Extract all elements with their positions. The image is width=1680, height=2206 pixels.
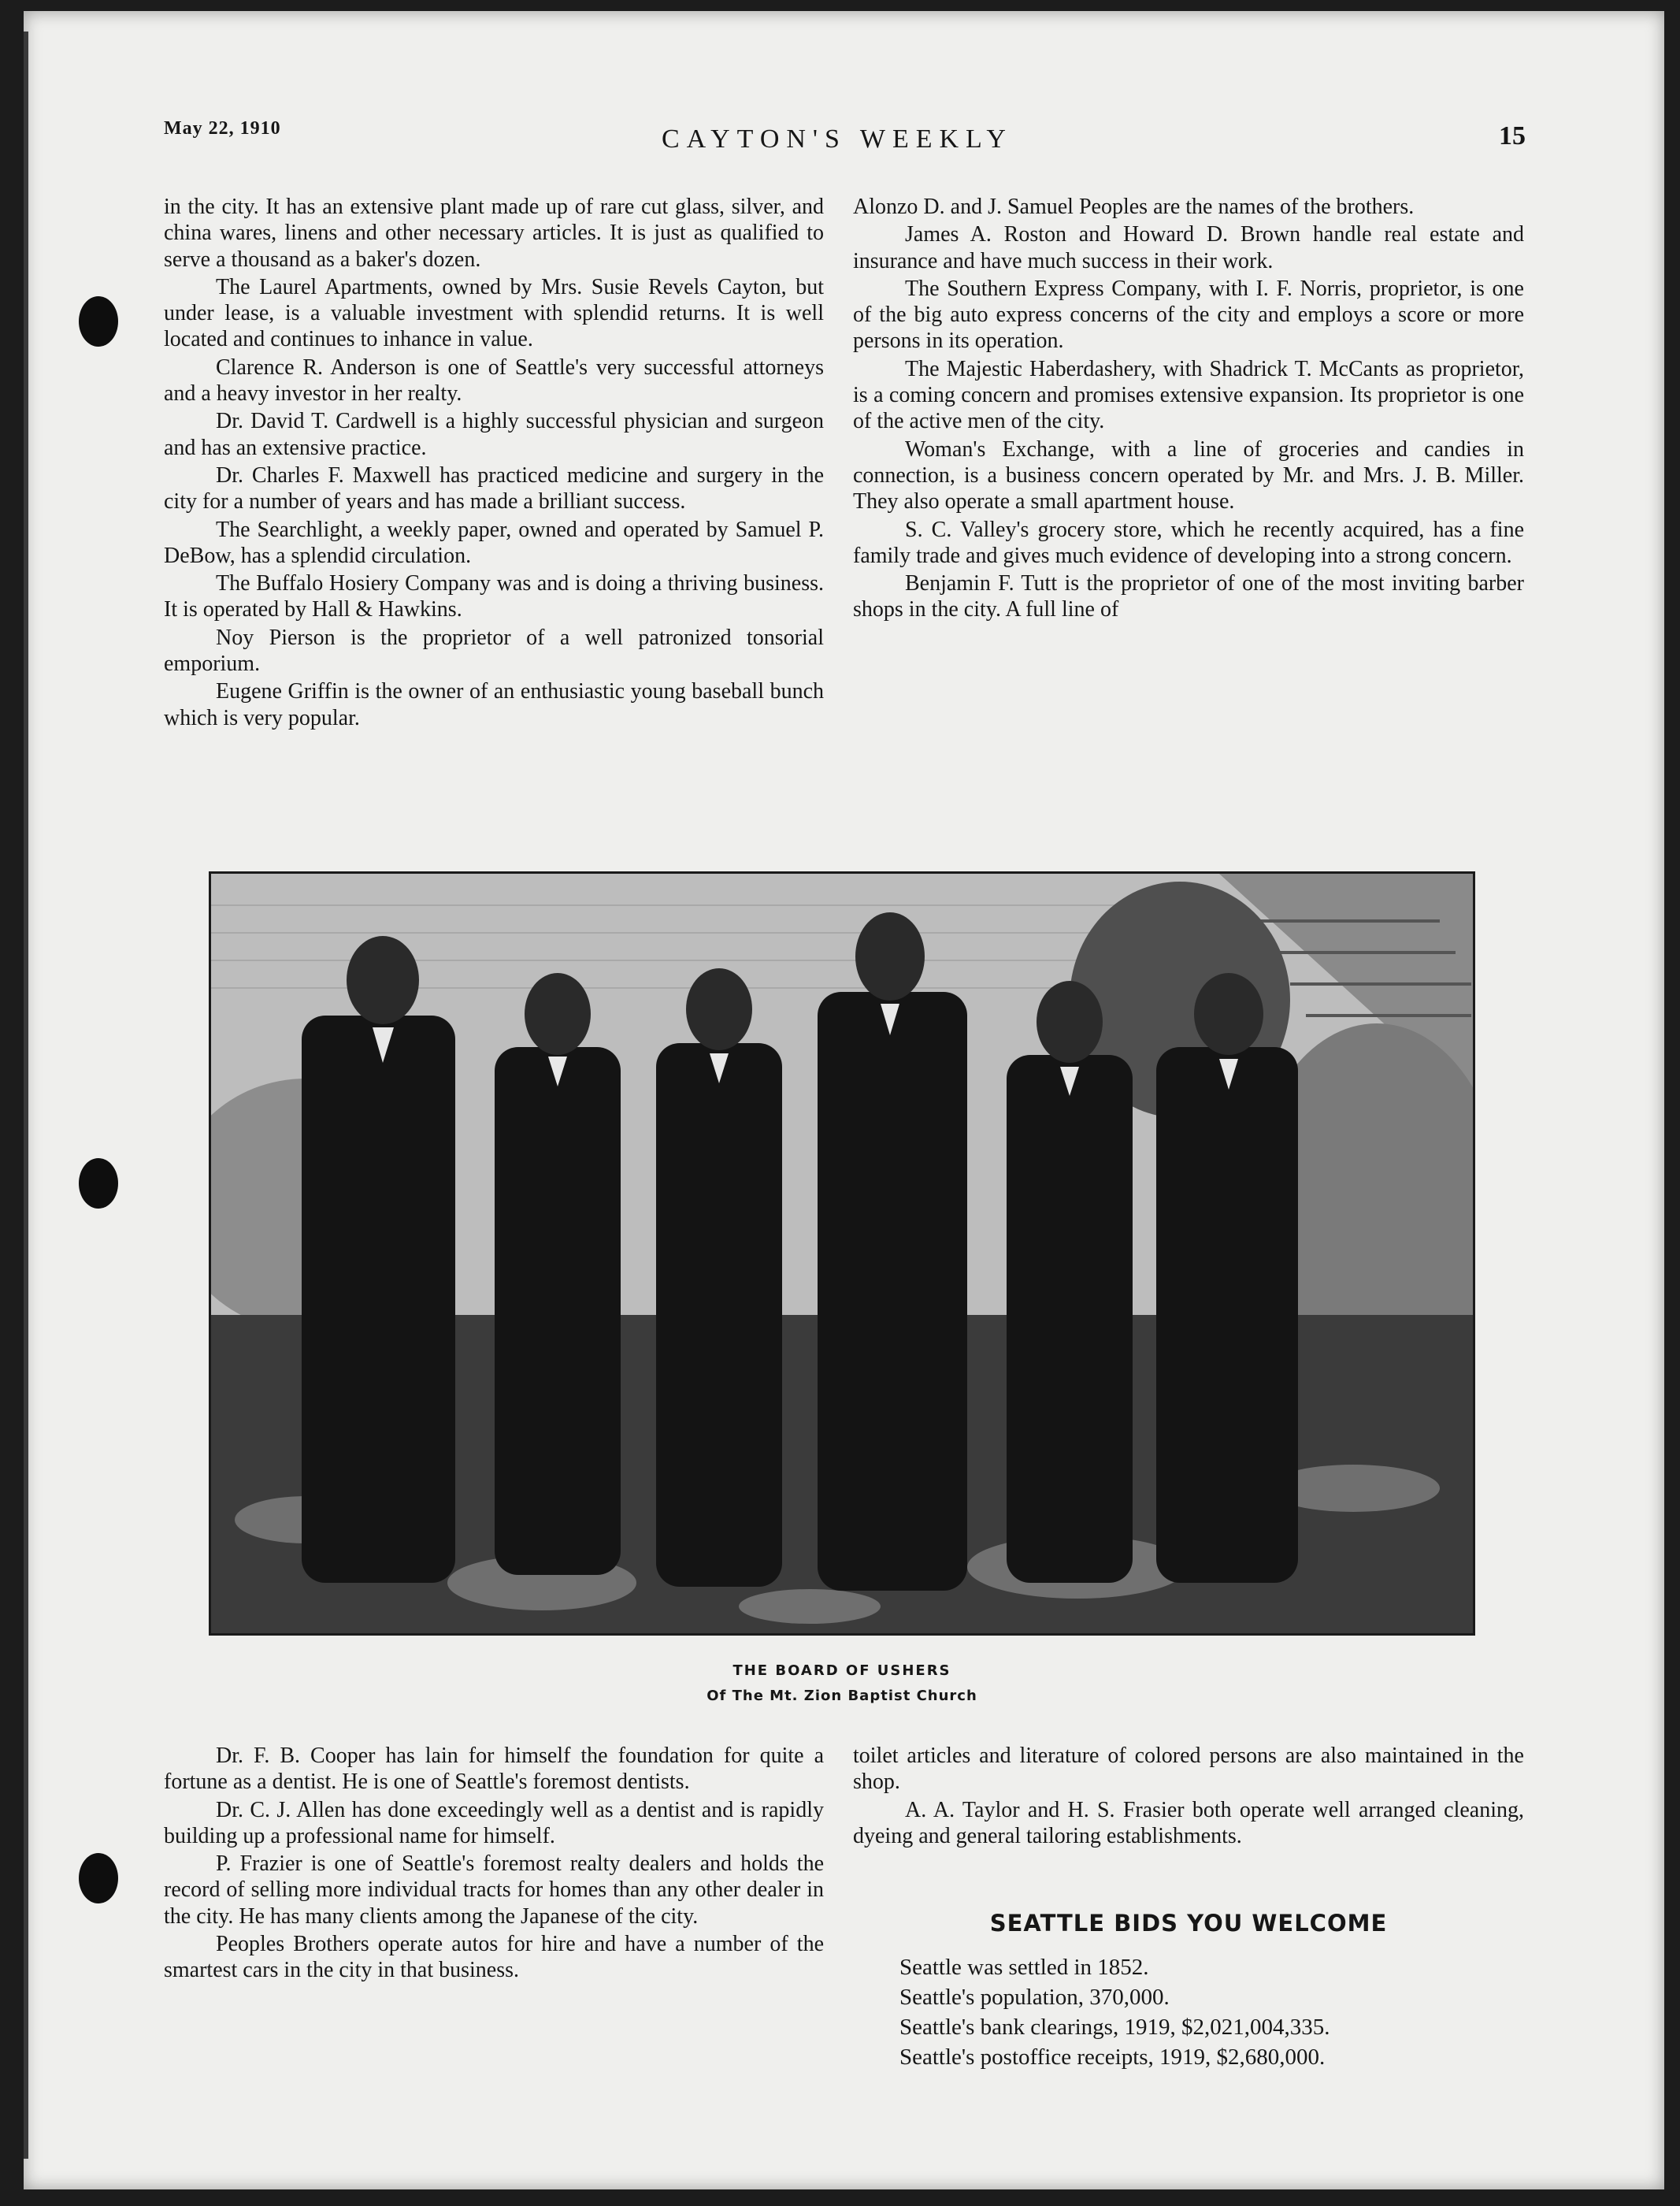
- column-bottom-right: [853, 1743, 1524, 1851]
- group-photograph: [209, 871, 1475, 1636]
- paragraph: Woman's Exchange, with a line of groceries and candies in connection, is a business concern operated by Mr. and Mrs. J. B. Miller. They also operate a small apartment house.: [853, 436, 1524, 514]
- paragraph: Eugene Griffin is the owner of an enthusiastic young baseball bunch which is very popular.: [164, 679, 824, 730]
- paragraph: in the city. It has an extensive plant made up of rare cut glass, silver, and china wares, linens and other necessary articles. It is just as qualified to serve a thousand as a baker's dozen.: [164, 195, 824, 272]
- punch-hole: [79, 1853, 118, 1903]
- paragraph: The Southern Express Company, with I. F. Norris, proprietor, is one of the big auto express concerns of the city and employs a score or more persons in its operation.: [853, 276, 1524, 354]
- issue-date: May 22, 1910: [164, 118, 281, 139]
- paragraph: A. A. Taylor and H. S. Frasier both operate well arranged cleaning, dyeing and general tailoring establishments.: [853, 1797, 1524, 1848]
- paragraph: toilet articles and literature of colored persons are also maintained in the shop.: [853, 1744, 1524, 1795]
- paragraph: Dr. C. J. Allen has done exceedingly well as a dentist and is rapidly building up a professional name for himself.: [164, 1797, 824, 1848]
- list-item: Seattle was settled in 1852.: [899, 1955, 1149, 1980]
- paragraph: Alonzo D. and J. Samuel Peoples are the names of the brothers.: [853, 195, 1415, 219]
- paragraph: Peoples Brothers operate autos for hire and have a number of the smartest cars in the city in that business.: [164, 1932, 824, 1983]
- paragraph: Dr. F. B. Cooper has lain for himself the foundation for quite a fortune as a dentist. He is one of Seattle's foremost dentists.: [164, 1744, 824, 1795]
- paragraph: S. C. Valley's grocery store, which he recently acquired, has a fine family trade and gives much evidence of developing into a strong concern.: [853, 517, 1524, 568]
- paragraph: Benjamin F. Tutt is the proprietor of one of the most inviting barber shops in the city. A full line of: [853, 571, 1524, 622]
- welcome-heading: SEATTLE BIDS YOU WELCOME: [989, 1910, 1388, 1937]
- punch-hole: [79, 296, 118, 347]
- paragraph: The Majestic Haberdashery, with Shadrick T. McCants as proprietor, is a coming concern and promises extensive expansion. Its proprietor is one of the active men of the city.: [853, 356, 1524, 434]
- paragraph: Dr. David T. Cardwell is a highly successful physician and surgeon and has an extensive practice.: [164, 409, 824, 460]
- column-top-right: [853, 194, 1524, 625]
- photo-caption-subtitle: Of The Mt. Zion Baptist Church: [706, 1688, 977, 1704]
- list-item: Seattle's bank clearings, 1919, $2,021,004,335.: [899, 2015, 1330, 2040]
- paragraph: The Laurel Apartments, owned by Mrs. Susie Revels Cayton, but under lease, is a valuable investment with splendid returns. It is well located and continues to inhance in value.: [164, 274, 824, 352]
- publication-title: CAYTON'S WEEKLY: [662, 124, 1013, 154]
- column-top-left: [164, 194, 824, 733]
- welcome-facts-list: [899, 1952, 1330, 2072]
- paragraph: The Searchlight, a weekly paper, owned and operated by Samuel P. DeBow, has a splendid circulation.: [164, 517, 824, 568]
- list-item: Seattle's postoffice receipts, 1919, $2,680,000.: [899, 2044, 1326, 2070]
- photo-illustration: [211, 874, 1473, 1633]
- punch-hole: [79, 1158, 118, 1209]
- binding-strip: [24, 32, 28, 2159]
- paragraph: Dr. Charles F. Maxwell has practiced medicine and surgery in the city for a number of years and has made a brilliant success.: [164, 462, 824, 514]
- column-bottom-left: [164, 1743, 824, 1985]
- page-number: 15: [1499, 121, 1526, 150]
- paragraph: James A. Roston and Howard D. Brown handle real estate and insurance and have much success in their work.: [853, 222, 1524, 273]
- paragraph: Noy Pierson is the proprietor of a well patronized tonsorial emporium.: [164, 625, 824, 677]
- list-item: Seattle's population, 370,000.: [899, 1985, 1170, 2010]
- paragraph: The Buffalo Hosiery Company was and is doing a thriving business. It is operated by Hall & Hawkins.: [164, 571, 824, 622]
- photo-caption-title: THE BOARD OF USHERS: [732, 1662, 951, 1679]
- paragraph: Clarence R. Anderson is one of Seattle's very successful attorneys and a heavy investor in her realty.: [164, 355, 824, 407]
- paragraph: P. Frazier is one of Seattle's foremost realty dealers and holds the record of selling more individual tracts for homes than any other dealer in the city. He has many clients among the Japanese of the city.: [164, 1851, 824, 1929]
